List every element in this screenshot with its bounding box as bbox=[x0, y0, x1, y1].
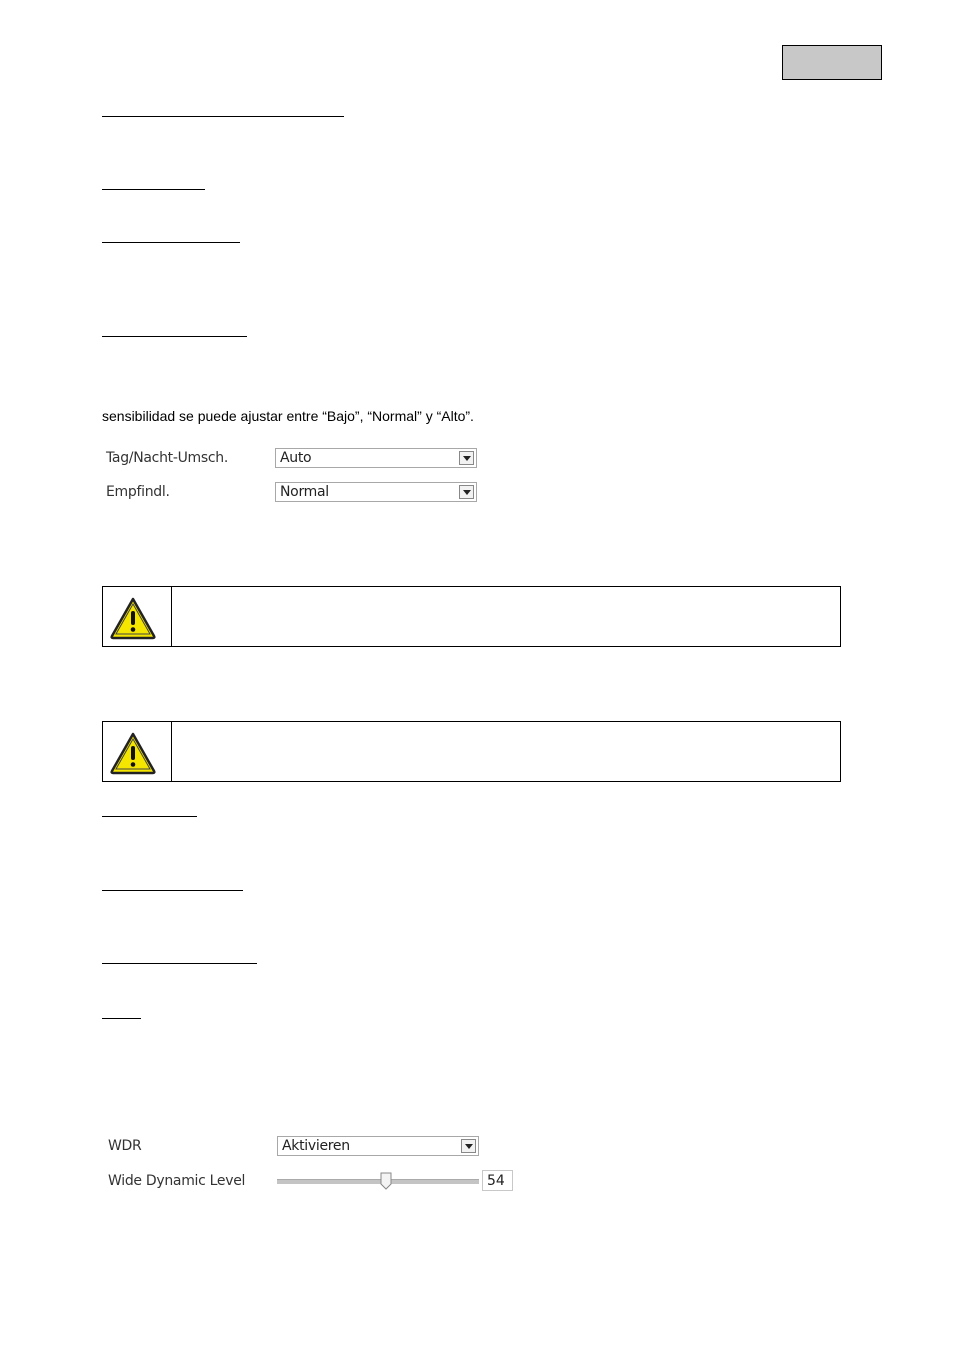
daynight-switch-value: Auto bbox=[280, 450, 312, 466]
sensitivity-select[interactable] bbox=[275, 482, 477, 502]
chevron-down-icon[interactable] bbox=[459, 451, 474, 465]
daynight-switch-label: Tag/Nacht-Umsch. bbox=[106, 450, 228, 466]
slider-track[interactable] bbox=[277, 1179, 479, 1184]
heading-underline bbox=[102, 963, 257, 964]
chevron-down-icon[interactable] bbox=[461, 1139, 476, 1153]
sensitivity-label: Empfindl. bbox=[106, 484, 170, 500]
warning-note bbox=[102, 586, 841, 647]
wdr-value: Aktivieren bbox=[282, 1138, 350, 1154]
warning-icon bbox=[109, 731, 157, 775]
heading-underline bbox=[102, 242, 240, 243]
daynight-switch-select[interactable] bbox=[275, 448, 477, 468]
wdr-label: WDR bbox=[108, 1138, 142, 1154]
body-paragraph: sensibilidad se puede ajustar entre “Bajo”, “Normal” y “Alto”. bbox=[102, 408, 474, 424]
heading-underline bbox=[102, 890, 243, 891]
heading-underline bbox=[102, 1018, 141, 1019]
warning-note bbox=[102, 721, 841, 782]
wide-dynamic-level-value[interactable]: 54 bbox=[482, 1170, 513, 1191]
heading-underline bbox=[102, 336, 247, 337]
wide-dynamic-level-label: Wide Dynamic Level bbox=[108, 1173, 246, 1189]
language-tab bbox=[782, 45, 882, 80]
heading-underline bbox=[102, 116, 344, 117]
wdr-select[interactable] bbox=[277, 1136, 479, 1156]
heading-underline bbox=[102, 816, 197, 817]
slider-handle[interactable] bbox=[380, 1172, 392, 1190]
warning-icon bbox=[109, 596, 157, 640]
wide-dynamic-level-slider[interactable] bbox=[277, 1177, 479, 1187]
sensitivity-value: Normal bbox=[280, 484, 329, 500]
chevron-down-icon[interactable] bbox=[459, 485, 474, 499]
heading-underline bbox=[102, 189, 205, 190]
